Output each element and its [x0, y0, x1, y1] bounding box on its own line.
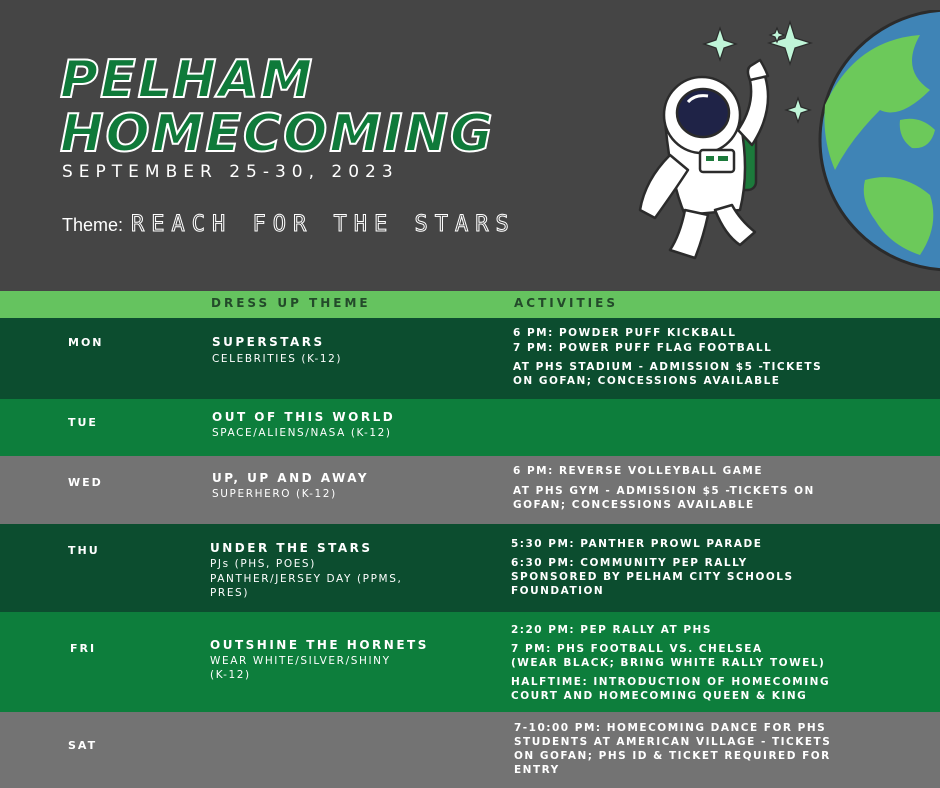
- activity-item: HALFTIME: INTRODUCTION OF HOMECOMING: [511, 676, 831, 688]
- day-label: FRI: [70, 642, 97, 655]
- activity-item: 7-10:00 PM: HOMECOMING DANCE FOR PHS: [514, 722, 827, 734]
- dress-theme-title: UNDER THE STARS: [210, 541, 373, 555]
- title-line-1: PELHAM: [60, 50, 315, 110]
- dress-theme-title: SUPERSTARS: [212, 335, 325, 349]
- day-label: SAT: [68, 739, 98, 752]
- schedule-row-sat: [0, 712, 940, 788]
- activity-item: 5:30 PM: PANTHER PROWL PARADE: [511, 538, 763, 550]
- activity-item: 7 PM: POWER PUFF FLAG FOOTBALL: [513, 342, 773, 354]
- dress-theme-detail: PJs (PHS, POES): [210, 558, 316, 570]
- activity-item: 2:20 PM: PEP RALLY AT PHS: [511, 624, 712, 636]
- column-activities: ACTIVITIES: [514, 296, 618, 310]
- schedule-row-tue: [0, 399, 940, 456]
- theme-line: [62, 212, 516, 237]
- activity-item: 7 PM: PHS FOOTBALL VS. CHELSEA: [511, 643, 763, 655]
- activity-item: ON GOFAN; CONCESSIONS AVAILABLE: [513, 375, 781, 387]
- activity-item: 6 PM: POWDER PUFF KICKBALL: [513, 327, 737, 339]
- theme-value: REACH FOR THE STARS: [131, 212, 516, 237]
- day-label: MON: [68, 336, 104, 349]
- header: [0, 0, 940, 291]
- dress-theme-detail: PANTHER/JERSEY DAY (PPMS,: [210, 573, 403, 585]
- activity-item: SPONSORED BY PELHAM CITY SCHOOLS: [511, 571, 794, 583]
- theme-label: Theme:: [62, 215, 124, 235]
- activity-item: FOUNDATION: [511, 585, 605, 597]
- activity-item: STUDENTS AT AMERICAN VILLAGE - TICKETS: [514, 736, 832, 748]
- dress-theme-detail: CELEBRITIES (K-12): [212, 353, 343, 365]
- activity-item: COURT AND HOMECOMING QUEEN & KING: [511, 690, 808, 702]
- dress-theme-title: OUTSHINE THE HORNETS: [210, 638, 429, 652]
- dress-theme-detail: PRES): [210, 587, 250, 599]
- schedule-row-thu: [0, 524, 940, 612]
- day-label: THU: [68, 544, 100, 557]
- activity-item: ON GOFAN; PHS ID & TICKET REQUIRED FOR: [514, 750, 831, 762]
- astronaut-earth-illustration: [600, 10, 940, 280]
- column-header-bar: [0, 291, 940, 318]
- activity-item: (WEAR BLACK; BRING WHITE RALLY TOWEL): [511, 657, 826, 669]
- event-dates: SEPTEMBER 25-30, 2023: [62, 162, 399, 182]
- dress-theme-detail: SUPERHERO (K-12): [212, 488, 337, 500]
- day-label: WED: [68, 476, 103, 489]
- dress-theme-detail: WEAR WHITE/SILVER/SHINY: [210, 655, 391, 667]
- activity-item: 6:30 PM: COMMUNITY PEP RALLY: [511, 557, 748, 569]
- activity-item: 6 PM: REVERSE VOLLEYBALL GAME: [513, 465, 764, 477]
- day-label: TUE: [68, 416, 98, 429]
- activity-item: AT PHS STADIUM - ADMISSION $5 -TICKETS: [513, 361, 823, 373]
- earth-illustration: [820, 10, 940, 270]
- activity-item: AT PHS GYM - ADMISSION $5 -TICKETS ON: [513, 485, 815, 497]
- dress-theme-title: UP, UP AND AWAY: [212, 471, 370, 485]
- activity-item: ENTRY: [514, 764, 560, 776]
- schedule-row-mon: [0, 318, 940, 399]
- schedule-row-wed: [0, 456, 940, 524]
- dress-theme-detail: SPACE/ALIENS/NASA (K-12): [212, 427, 392, 439]
- activity-item: GOFAN; CONCESSIONS AVAILABLE: [513, 499, 755, 511]
- schedule-row-fri: [0, 612, 940, 712]
- title-line-2: HOMECOMING: [60, 104, 495, 164]
- astronaut-illustration: [640, 60, 768, 258]
- dress-theme-title: OUT OF THIS WORLD: [212, 410, 396, 424]
- column-dress-up-theme: DRESS UP THEME: [211, 296, 371, 310]
- dress-theme-detail: (K-12): [210, 669, 251, 681]
